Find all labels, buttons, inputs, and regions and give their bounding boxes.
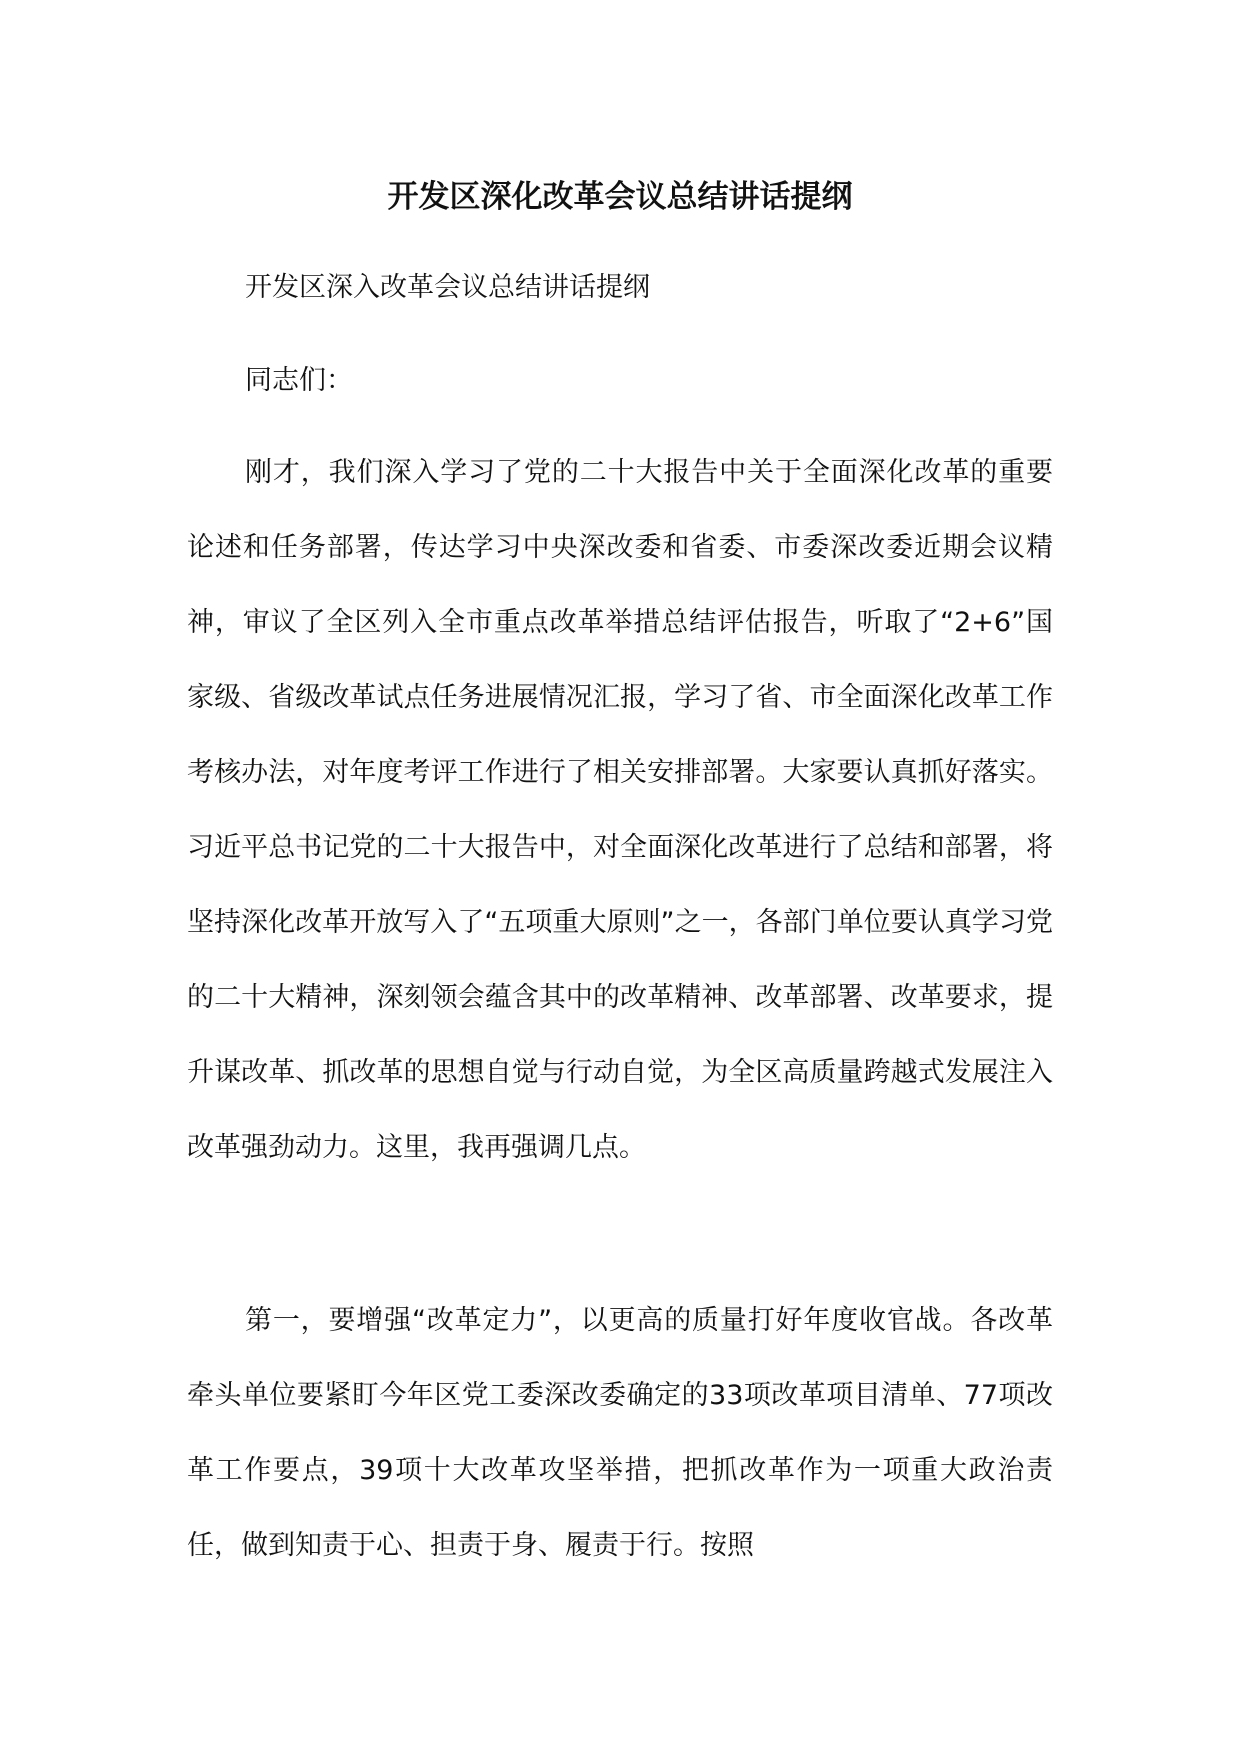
subtitle-paragraph: 开发区深入改革会议总结讲话提纲 [245, 272, 650, 303]
body-paragraph-1: 刚才，我们深入学习了党的二十大报告中关于全面深化改革的重要论述和任务部署，传达学习中央深改委和省委、市委深改委近期会议精神，审议了全区列入全市重点改革举措总结评估报告，听取了“2+6”国家级、省级改革试点任务进展情况汇报，学习了省、市全面深化改革工作考核办法，对年度考评工作进行了相关安排部署。大家要认真抓好落实。习近平总书记党的二十大报告中，对全面深化改革进行了总结和部署，将坚持深化改革开放写入了“五项重大原则”之一，各部门单位要认真学习党的二十大精神，深刻领会蕴含其中的改革精神、改革部署、改革要求，提升谋改革、抓改革的思想自觉与行动自觉，为全区高质量跨越式发展注入改革强劲动力。这里，我再强调几点。 [187, 457, 1053, 1163]
body-paragraph-2: 第一，要增强“改革定力”，以更高的质量打好年度收官战。各改革牵头单位要紧盯今年区党工委深改委确定的33项改革项目清单、77项改革工作要点，39项十大改革攻坚举措，把抓改革作为一项重大政治责任，做到知责于心、担责于身、履责于行。按照 [187, 1305, 1053, 1561]
document-title: 开发区深化改革会议总结讲话提纲 [387, 179, 853, 215]
greeting-paragraph: 同志们： [245, 365, 353, 396]
